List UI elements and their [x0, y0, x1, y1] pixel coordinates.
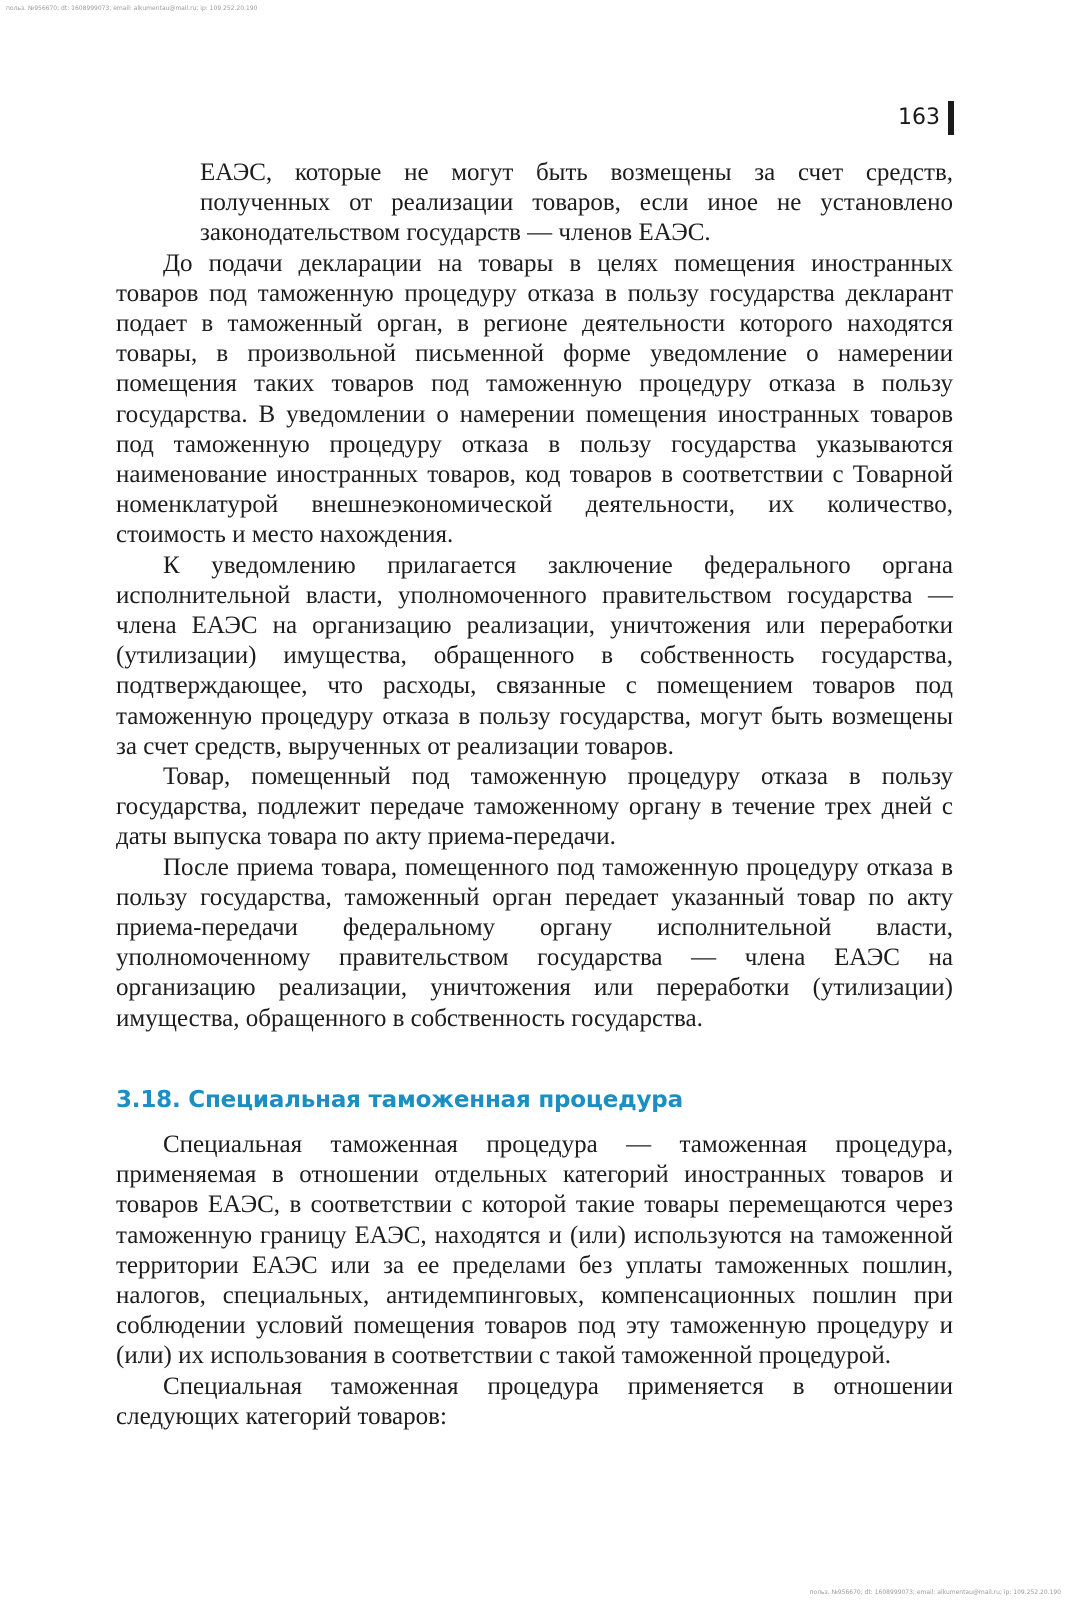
page-number: 163 [898, 105, 940, 130]
paragraph-after-acceptance: После приема товара, помещенного под таможенную процедуру отказа в пользу государства, таможенный орган передает указанный товар по акту приема-передачи федеральному органу исполнительной власти, уполномоченному правительством государства — члена ЕАЭС на организацию реализации, уничтожения или переработки (утилизации) имущества, обращенного в собственность государства. [116, 853, 953, 1032]
section-heading: 3.18. Специальная таможенная процедура [116, 1086, 683, 1113]
page-number-bar [948, 101, 954, 135]
page-number-block [898, 101, 954, 135]
watermark-top: польз. №956670; dt: 1608999073; email: alkumentau@mail.ru; ip: 109.252.20.190 [6, 5, 258, 12]
paragraph-continuation: ЕАЭС, которые не могут быть возмещены за счет средств, полученных от реализации товаров, если иное не установлено законодательством государств — членов ЕАЭС. [200, 159, 953, 247]
paragraph-categories-intro: Специальная таможенная процедура применяется в отношении следующих категорий товаров: [116, 1372, 953, 1430]
paragraph-definition: Специальная таможенная процедура — таможенная процедура, применяемая в отношении отдельных категорий иностранных товаров и товаров ЕАЭС, в соответствии с которой такие товары перемещаются через таможенную границу ЕАЭС, находятся и (или) используются на таможенной территории ЕАЭС или за ее пределами без уплаты таможенных пошлин, налогов, специальных, антидемпинговых, компенсационных пошлин при соблюдении условий помещения товаров под эту таможенную процедуру и (или) их использования в соответствии с такой таможенной процедурой. [116, 1130, 953, 1370]
watermark-bottom: польз. №956670; dt: 1608999073; email: alkumentau@mail.ru; ip: 109.252.20.190 [809, 1589, 1061, 1596]
paragraph-attachment: К уведомлению прилагается заключение федерального органа исполнительной власти, уполномоченного правительством государства — члена ЕАЭС на организацию реализации, уничтожения или переработки (утилизации) имущества, обращенного в собственность государства, подтверждающее, что расходы, связанные с помещением товаров под таможенную процедуру отказа в пользу государства, могут быть возмещены за счет средств, вырученных от реализации товаров. [116, 551, 953, 760]
paragraph-notification: До подачи декларации на товары в целях помещения иностранных товаров под таможенную процедуру отказа в пользу государства декларант подает в таможенный орган, в регионе деятельности которого находятся товары, в произвольной письменной форме уведомление о намерении помещения таких товаров под таможенную процедуру отказа в пользу государства. В уведомлении о намерении помещения иностранных товаров под таможенную процедуру отказа в пользу государства указываются наименование иностранных товаров, код товаров в соответствии с Товарной номенклатурой внешнеэкономической деятельности, их количество, стоимость и место нахождения. [116, 249, 953, 549]
paragraph-transfer: Товар, помещенный под таможенную процедуру отказа в пользу государства, подлежит передаче таможенному органу в течение трех дней с даты выпуска товара по акту приема-передачи. [116, 763, 953, 851]
page-body [116, 158, 953, 1432]
